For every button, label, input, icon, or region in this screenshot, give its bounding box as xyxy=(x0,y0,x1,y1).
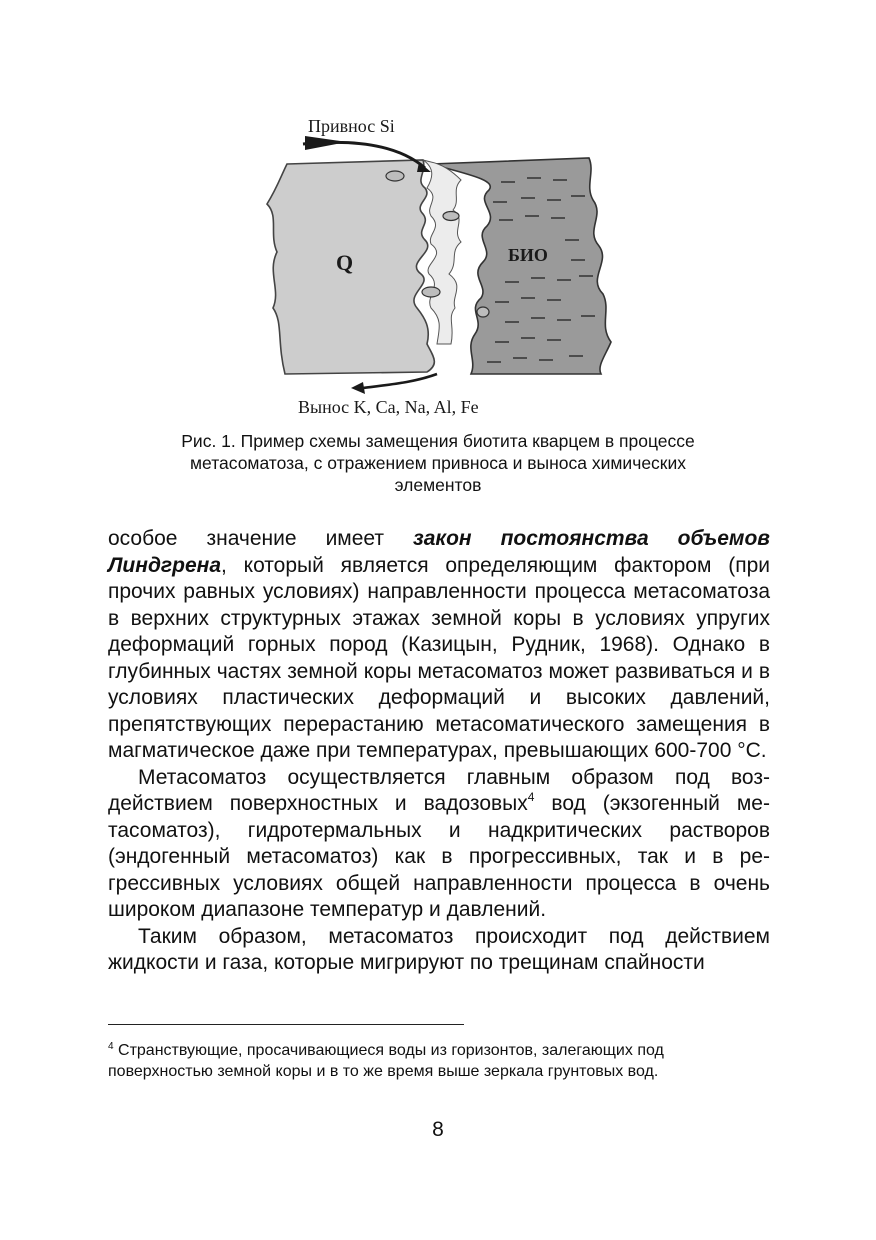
paragraph-1-rest: , который является определяющим фактором (при прочих равных условиях) направленности процесса метасоматоза в верхних структурных этажах земной коры в условиях упругих деформаций горных пород (Казицын, Рудник, 1968). Однако в глубинных частях земной коры метасоматоз может развиваться и в условиях пластических деформаций и высоких давлений, препятствующих перерастанию метасоматического замещения в магматическое даже при температурах, превышающих 600-700 °С. xyxy=(108,553,770,762)
caption-line: метасоматоза, с отражением привноса и выноса химических xyxy=(190,453,686,473)
paragraph-2 xyxy=(108,765,770,924)
biotite-block xyxy=(431,158,611,374)
inflow-label: Привнос Si xyxy=(308,116,395,136)
replacement-diagram xyxy=(255,112,625,420)
footnote-marker: 4 xyxy=(108,1041,114,1052)
footnote xyxy=(108,1040,770,1082)
footnote-text: Странствующие, просачивающиеся воды из горизонтов, залегающих под поверхностью земной коры и в то же время выше зеркала грунтовых вод. xyxy=(108,1042,664,1080)
replacement-front xyxy=(423,160,461,344)
page-number: 8 xyxy=(432,1118,444,1141)
caption-line: Рис. 1. Пример схемы замещения биотита кварцем в процессе xyxy=(181,431,695,451)
outflow-arrow xyxy=(363,374,437,388)
footnote-reference[interactable]: 4 xyxy=(527,790,535,804)
quartz-label: Q xyxy=(336,250,354,275)
body-text xyxy=(108,526,770,977)
caption-line: элементов xyxy=(394,475,482,495)
lindgren-law-emphasis: закон постоянства объемов Линдгрена xyxy=(108,527,770,577)
paragraph-2-lead: Метасоматоз осуществляется главным образом под воздействием поверхностных и вадозовых xyxy=(108,765,770,815)
footnote-divider xyxy=(108,1024,464,1025)
outflow-label: Вынос K, Ca, Na, Al, Fe xyxy=(298,397,479,417)
biotite-label: БИО xyxy=(508,245,548,265)
paragraph-1-lead: особое значение имеет xyxy=(108,527,414,550)
paragraph-2-rest: вод (экзогенный метасоматоз), гидротермальных и надкритических растворов (эндогенный метасоматоз) как в прогрессивных, так и в регрессивных условиях общей направленности процесса в очень широком диапазоне температур и давлений. xyxy=(108,792,770,921)
paragraph-1 xyxy=(108,526,770,765)
figure-caption xyxy=(112,430,764,496)
paragraph-3: Таким образом, метасоматоз происходит под действием жидкости и газа, которые мигрируют по трещинам спайности xyxy=(108,924,770,974)
